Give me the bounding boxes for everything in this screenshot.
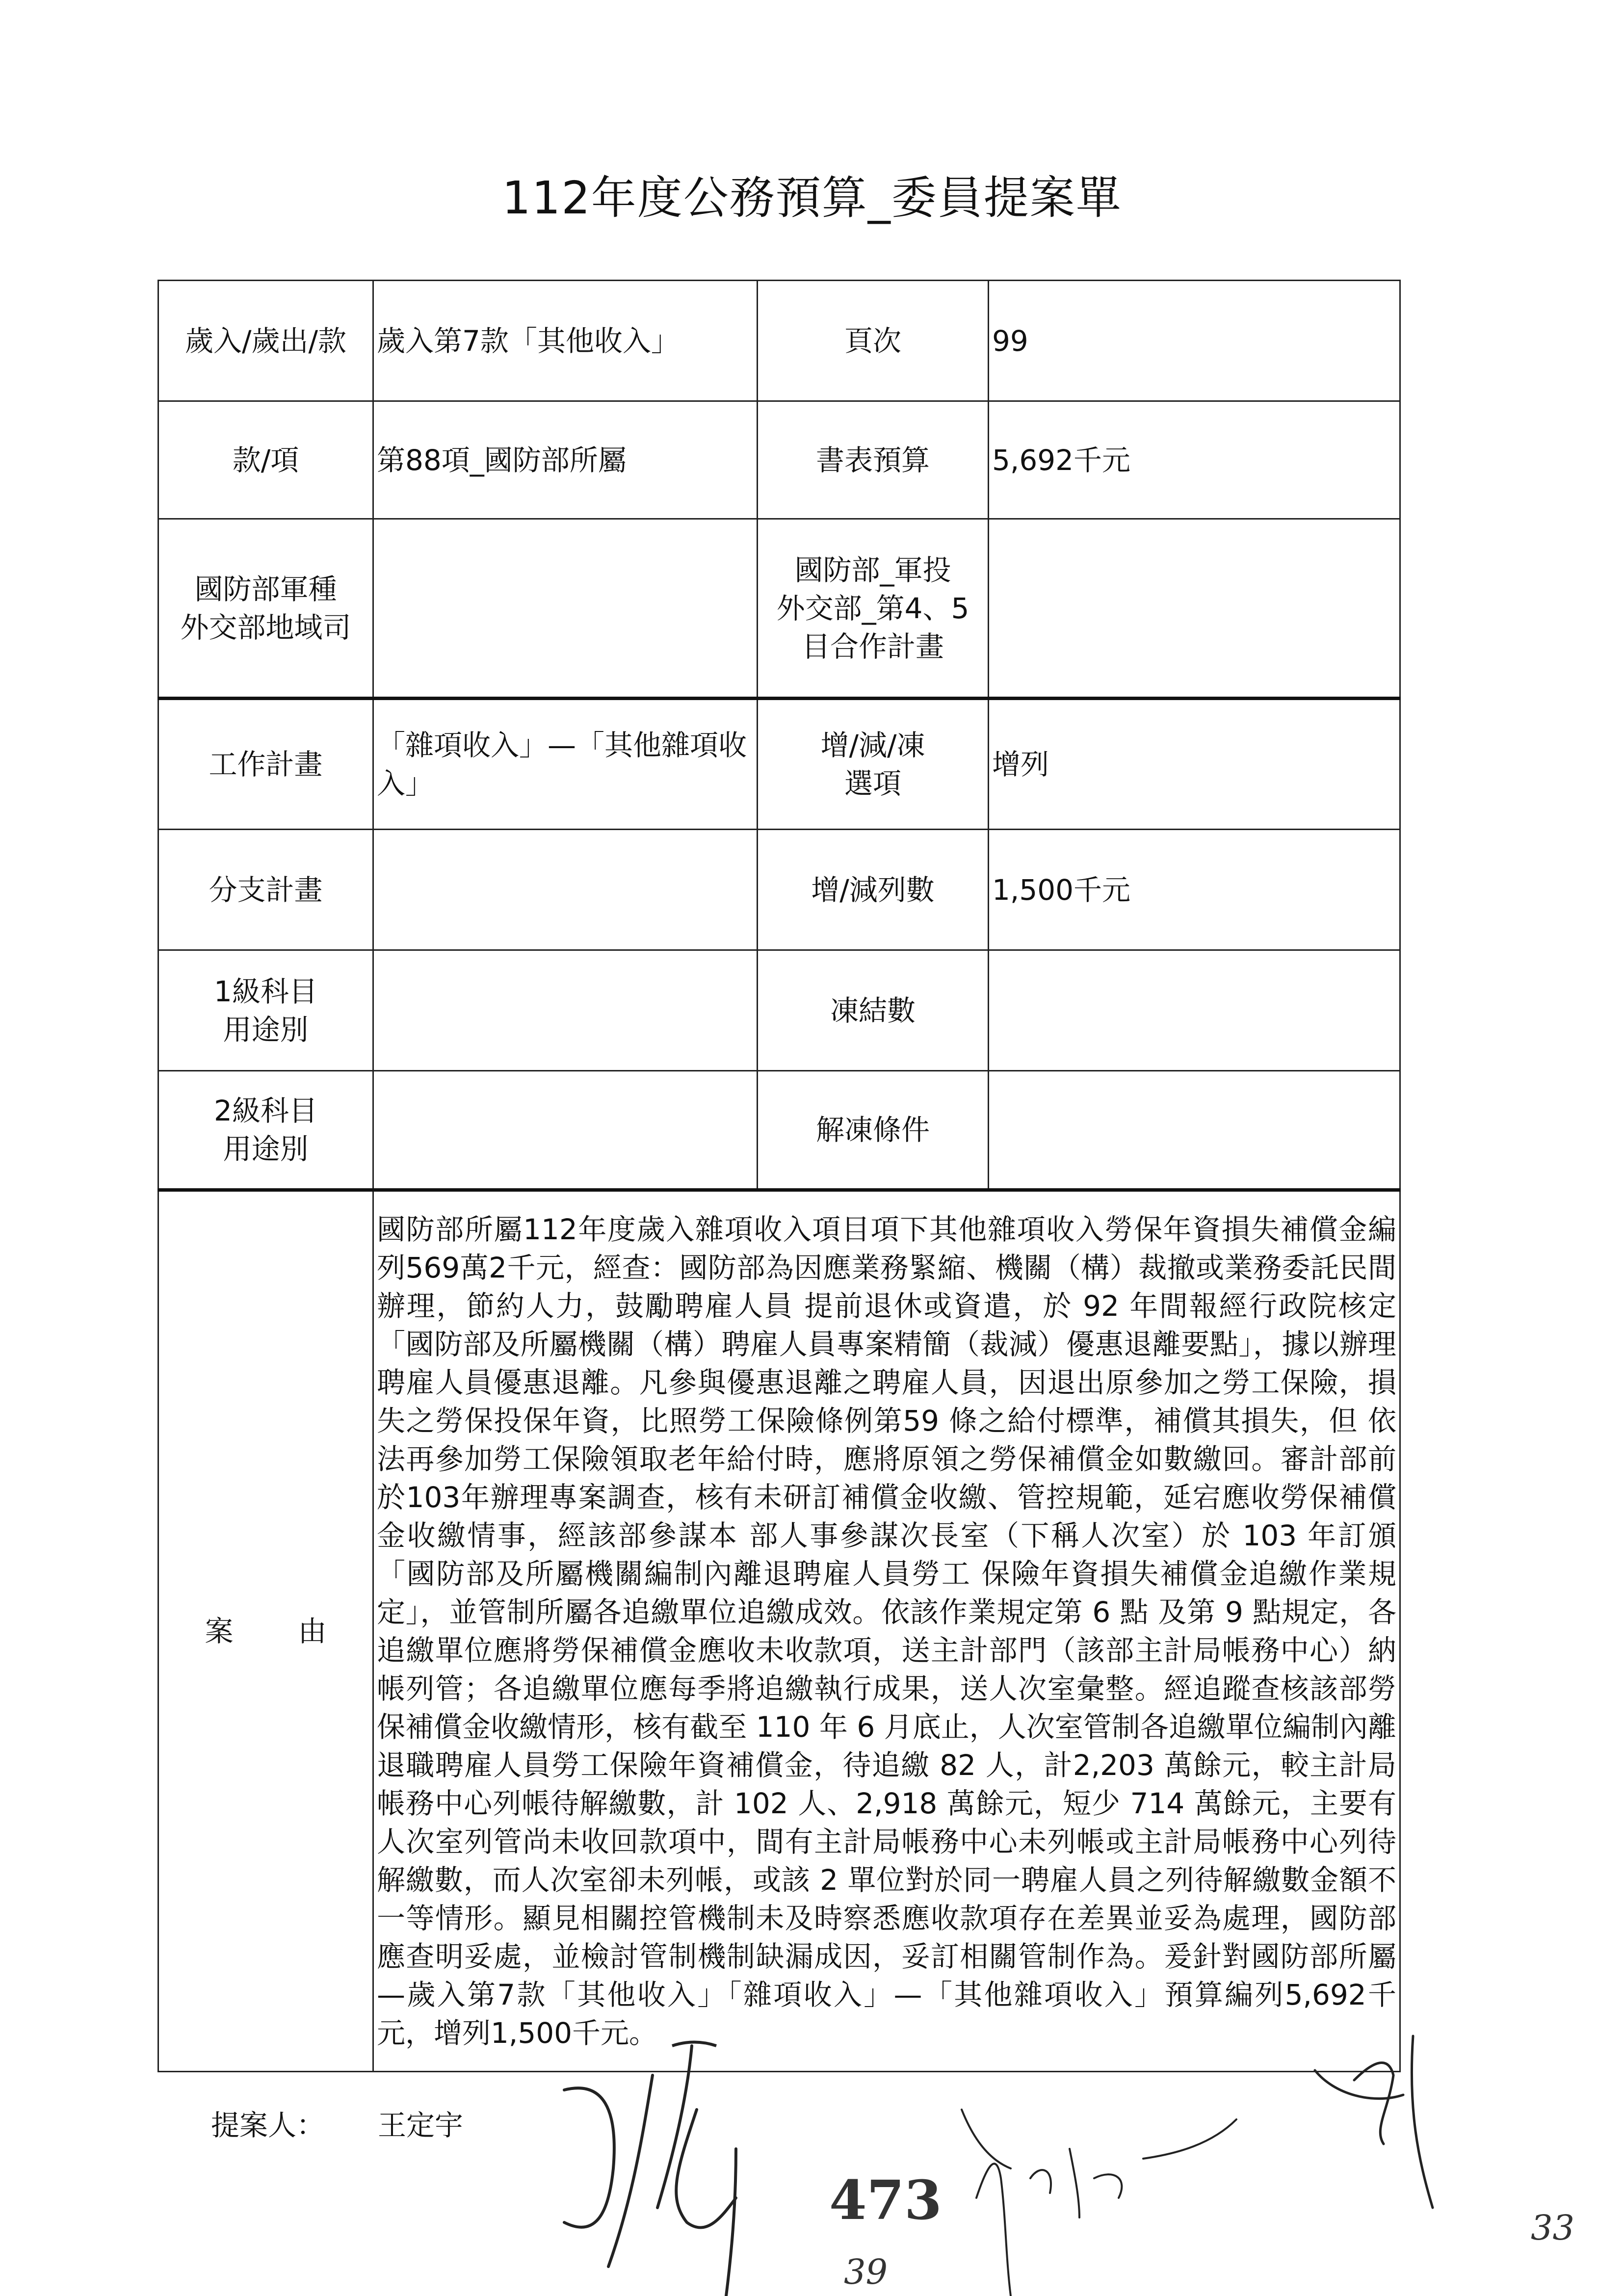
reason-row [158,1190,1400,2072]
field-label: 頁次 [758,281,989,401]
field-value [373,950,758,1071]
handwritten-page-number: 473 [829,2168,942,2232]
field-value: 歲入第7款「其他收入」 [373,281,758,401]
handwritten-corner-number: 33 [1531,2208,1575,2248]
field-value: 99 [989,281,1400,401]
field-value [373,830,758,950]
page-title: 112年度公務預算_委員提案單 [502,172,1122,224]
field-label: 2級科目 用途別 [158,1071,373,1190]
field-label: 解凍條件 [758,1071,989,1190]
form-row [158,519,1400,699]
field-value [989,519,1400,699]
form-row [158,281,1400,401]
field-label: 國防部_軍投 外交部_第4、5 目合作計畫 [758,519,989,699]
proposer-name: 王定宇 [378,2109,464,2142]
field-label: 分支計畫 [158,830,373,950]
handwritten-sub-number: 39 [844,2252,888,2292]
form-row [158,401,1400,519]
signature-1 [564,2046,736,2296]
field-value: 增列 [989,699,1400,830]
reason-text: 國防部所屬112年度歲入雜項收入項目項下其他雜項收入勞保年資損失補償金編列569萬2千元，經查：國防部為因應業務緊縮、機關（構）裁撤或業務委託民間辦理，節約人力，鼓勵聘雇人員 提前退休或資遣，於 92 年間報經行政院核定「國防部及所屬機關（構）聘雇人員專案精簡（裁減）優惠退離要點」，據以辦理聘雇人員優惠退離。凡參與優惠退離之聘雇人員，因退出原參加之勞工保險，損失之勞保投保年資，比照勞工保險條例第59 條之給付標準，補償其損失，但 依法再參加勞工保險領取老年給付時，應將原領之勞保補償金如數繳回。審計部前於103年辦理專案調查，核有未研訂補償金收繳、管控規範，延宕應收勞保補償金收繳情事，經該部參謀本 部人事參謀次長室（下稱人次室）於 103 年訂頒「國防部及所屬機關編制內離退聘雇人員勞工 保險年資損失補償金追繳作業規定」，並管制所屬各追繳單位追繳成效。依該作業規定第 6 點 及第 9 點規定，各追繳單位應將勞保補償金應收未收款項，送主計部門（該部主計局帳務中心）納帳列管；各追繳單位應每季將追繳執行成果，送人次室彙整。經追蹤查核該部勞保補償金收繳情形，核有截至 110 年 6 月底止，人次室管制各追繳單位編制內離退職聘雇人員勞工保險年資補償金，待追繳 82 人，計2,203 萬餘元，較主計局帳務中心列帳待解繳數，計 102 人、2,918 萬餘元，短少 714 萬餘元，主要有人次室列管尚未收回款項中，間有主計局帳務中心未列帳或主計局帳務中心列待解繳數，而人次室卻未列帳，或該 2 單位對於同一聘雇人員之列待解繳數金額不一等情形。顯見相關控管機制未及時察悉應收款項存在差異並妥為處理，國防部應查明妥處，並檢討管制機制缺漏成因，妥訂相關管制作為。爰針對國防部所屬—歲入第7款「其他收入」「雜項收入」—「其他雜項收入」預算編列5,692千元，增列1,500千元。 [373,1190,1400,2072]
field-label: 增/減列數 [758,830,989,950]
field-label: 國防部軍種 外交部地域司 [158,519,373,699]
field-label: 增/減/凍 選項 [758,699,989,830]
form-row [158,699,1400,830]
field-label: 1級科目 用途別 [158,950,373,1071]
form-row [158,950,1400,1071]
field-label: 歲入/歲出/款 [158,281,373,401]
field-label: 凍結數 [758,950,989,1071]
reason-label-a: 案 [205,1615,234,1648]
proposer-label: 提案人： [211,2109,325,2142]
field-value [989,1071,1400,1190]
field-value: 「雜項收入」—「其他雜項收入」 [373,699,758,830]
reason-label-b: 由 [298,1615,327,1648]
field-label: 款/項 [158,401,373,519]
field-value [989,950,1400,1071]
field-value [373,1071,758,1190]
reason-label [158,1190,373,2072]
field-label: 書表預算 [758,401,989,519]
form-row [158,830,1400,950]
form-row [158,1071,1400,1190]
field-value: 5,692千元 [989,401,1400,519]
field-label: 工作計畫 [158,699,373,830]
field-value [373,519,758,699]
field-value: 第88項_國防部所屬 [373,401,758,519]
field-value: 1,500千元 [989,830,1400,950]
proposal-form-table [157,280,1401,2072]
signature-2 [962,2110,1236,2296]
